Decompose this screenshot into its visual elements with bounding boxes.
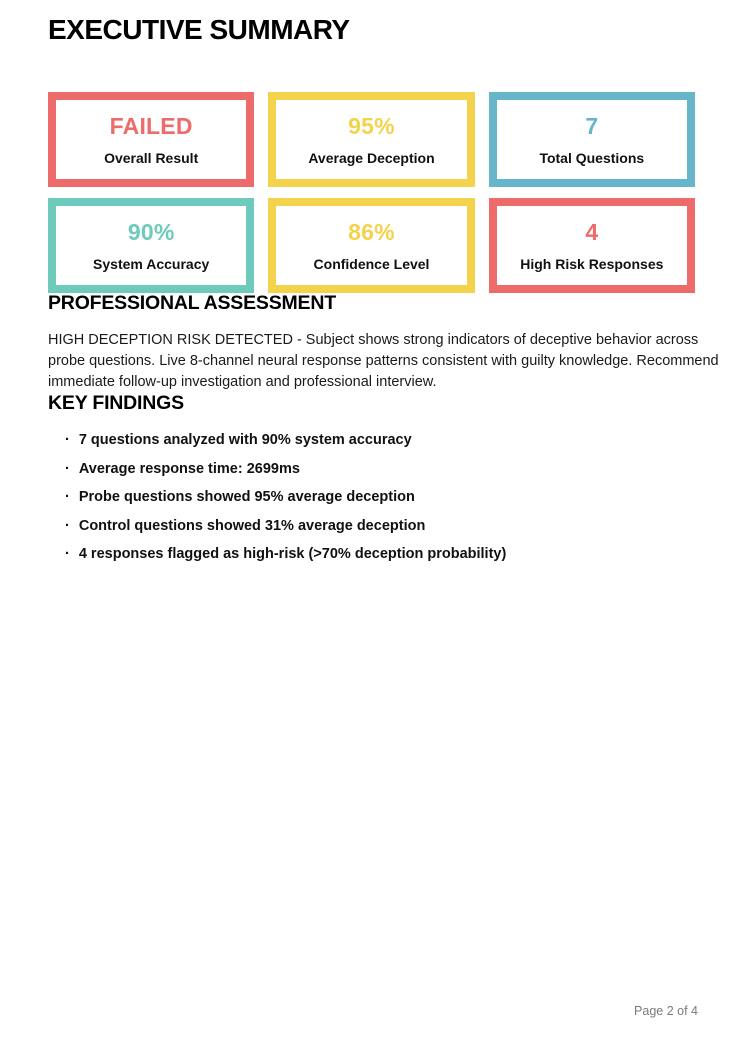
- metric-card: [268, 198, 474, 293]
- key-finding-text: 4 responses flagged as high-risk (>70% deception probability): [78, 546, 507, 562]
- metric-card: [489, 198, 695, 293]
- metric-card: [48, 198, 254, 293]
- metric-value: 95%: [348, 112, 395, 139]
- metric-value: 4: [585, 218, 599, 245]
- metric-value: 90%: [127, 218, 175, 245]
- summary-cards: [48, 92, 695, 293]
- metric-value: 86%: [348, 218, 395, 245]
- assessment-body-line: immediate follow-up investigation and professional interview.: [48, 374, 437, 390]
- key-findings-heading: KEY FINDINGS: [48, 392, 184, 414]
- key-finding-item: [65, 487, 695, 508]
- page-title: EXECUTIVE SUMMARY: [48, 14, 350, 45]
- metric-label: High Risk Responses: [520, 255, 664, 272]
- assessment-body: [48, 330, 719, 393]
- metric-card: [268, 92, 474, 187]
- metric-label: System Accuracy: [93, 255, 210, 272]
- bullet-icon: ·: [65, 546, 70, 562]
- metric-value: 7: [585, 112, 599, 139]
- metric-label: Confidence Level: [313, 255, 430, 272]
- key-finding-text: Probe questions showed 95% average deception: [78, 489, 415, 505]
- metric-label: Average Deception: [308, 149, 435, 166]
- key-finding-item: [65, 544, 695, 565]
- key-finding-item: [65, 430, 695, 451]
- page-number: Page 2 of 4: [634, 1004, 698, 1018]
- metric-label: Overall Result: [104, 149, 199, 166]
- assessment-heading: PROFESSIONAL ASSESSMENT: [48, 292, 336, 314]
- metric-card: [48, 92, 254, 187]
- key-finding-text: Average response time: 2699ms: [78, 460, 300, 477]
- metric-card: [489, 92, 695, 187]
- assessment-body-line: probe questions. Live 8-channel neural response patterns consistent with guilty knowledge. Recommend: [48, 353, 719, 369]
- metric-label: Total Questions: [539, 149, 645, 166]
- assessment-body-line: HIGH DECEPTION RISK DETECTED - Subject shows strong indicators of deceptive behavior across: [48, 332, 699, 348]
- bullet-icon: ·: [65, 517, 70, 534]
- metric-value: FAILED: [109, 112, 193, 139]
- key-finding-text: 7 questions analyzed with 90% system accuracy: [78, 432, 412, 448]
- bullet-icon: ·: [65, 460, 70, 477]
- key-findings-list: [48, 430, 695, 565]
- bullet-icon: ·: [65, 432, 70, 448]
- key-finding-item: [65, 459, 695, 480]
- key-finding-item: [65, 516, 695, 537]
- key-finding-text: Control questions showed 31% average deception: [78, 517, 426, 534]
- bullet-icon: ·: [65, 489, 70, 505]
